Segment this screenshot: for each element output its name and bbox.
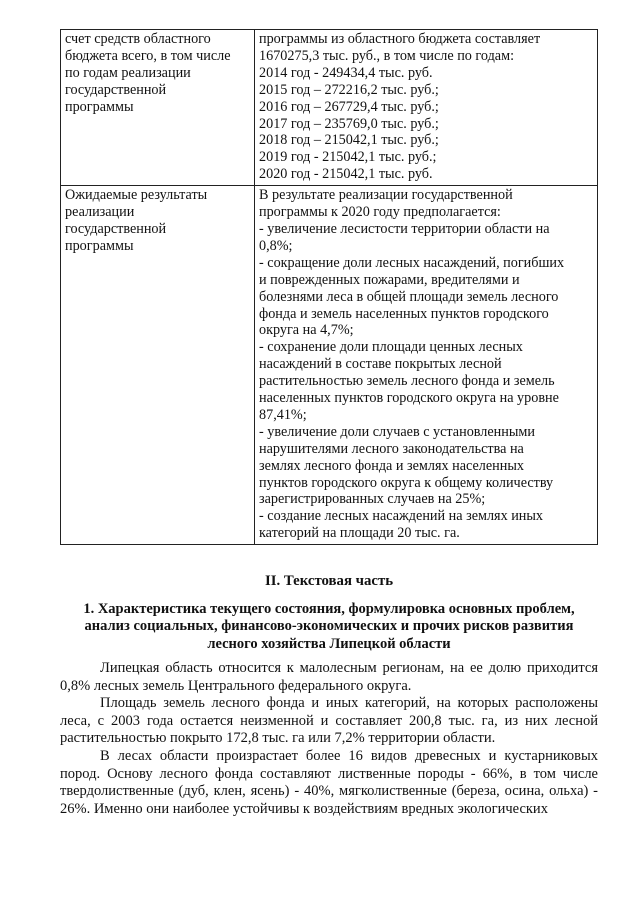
paragraph-line: пород. Основу лесного фонда составляют лиственные породы - 66%, в том числе: [60, 765, 598, 782]
value-line: 2015 год – 272216,2 тыс. руб.;: [259, 81, 439, 98]
label-line: государственной: [65, 81, 167, 98]
subsection-title-line: 1. Характеристика текущего состояния, формулировка основных проблем,: [83, 601, 575, 617]
results-value-cell: [255, 186, 598, 545]
value-line: зарегистрированных случаев на 25%;: [259, 491, 486, 508]
results-label-cell: [61, 186, 255, 545]
value-line: нарушителями лесного законодательства на: [259, 440, 524, 457]
value-line: 2019 год - 215042,1 тыс. руб.;: [259, 149, 437, 166]
label-line: бюджета всего, в том числе: [65, 47, 231, 64]
value-line: программы к 2020 году предполагается:: [259, 204, 501, 221]
label-line: государственной: [65, 220, 167, 237]
value-line: 0,8%;: [259, 237, 293, 254]
paragraph-line: 0,8% лесных земель Центрального федерального округа.: [60, 677, 412, 694]
label-line: программы: [65, 98, 134, 115]
label-line: реализации: [65, 204, 135, 221]
value-line: программы из областного бюджета составляет: [259, 31, 541, 47]
value-line: - увеличение лесистости территории области на: [259, 220, 550, 237]
value-line: 2020 год - 215042,1 тыс. руб.: [259, 166, 433, 183]
value-line: - создание лесных насаждений на землях иных: [259, 508, 544, 525]
value-line: пунктов городского округа к общему количеству: [259, 474, 554, 491]
subsection-title-line: лесного хозяйства Липецкой области: [207, 635, 451, 652]
value-line: 2018 год – 215042,1 тыс. руб.;: [259, 132, 439, 149]
value-line: землях лесного фонда и землях населенных: [259, 457, 524, 474]
paragraph-line: Липецкая область относится к малолесным регионам, на ее долю приходится: [100, 660, 598, 676]
value-line: 2017 год – 235769,0 тыс. руб.;: [259, 115, 439, 132]
value-line: и поврежденных пожарами, вредителями и: [259, 271, 520, 288]
value-line: фонда и земель населенных пунктов городского: [259, 305, 549, 322]
paragraph-line: 26%. Именно они наиболее устойчивы к воздействиям вредных экологических: [60, 800, 548, 817]
paragraph: [60, 695, 598, 748]
value-line: - сокращение доли лесных насаждений, погибших: [259, 254, 565, 271]
value-line: округа на 4,7%;: [259, 322, 354, 339]
value-line: болезнями леса в общей площади земель лесного: [259, 288, 559, 305]
table-row: [61, 30, 598, 186]
table-row: [61, 186, 598, 545]
funding-label-cell: [61, 30, 255, 186]
subsection-title-line: анализ социальных, финансово-экономических и прочих рисков развития: [84, 618, 574, 635]
value-line: растительностью земель лесного фонда и земель: [259, 373, 555, 390]
program-passport-table: [60, 29, 598, 545]
funding-value-cell: [255, 30, 598, 186]
paragraph-line: растительностью покрыто 172,8 тыс. га или 7,2% территории области.: [60, 730, 496, 747]
value-line: 1670275,3 тыс. руб., в том числе по годам:: [259, 47, 515, 64]
label-line: счет средств областного: [65, 31, 211, 47]
value-line: - сохранение доли площади ценных лесных: [259, 339, 523, 356]
label-line: по годам реализации: [65, 64, 191, 81]
subsection-title: [60, 601, 598, 653]
value-line: 87,41%;: [259, 406, 307, 423]
paragraph: [60, 660, 598, 695]
value-line: категорий на площади 20 тыс. га.: [259, 525, 460, 542]
value-line: 2016 год – 267729,4 тыс. руб.;: [259, 98, 439, 115]
paragraph-line: леса, с 2003 года остается неизменной и составляет 200,8 тыс. га, из них лесной: [60, 712, 598, 729]
value-line: насаждений в составе покрытых лесной: [259, 356, 502, 373]
paragraph: [60, 748, 598, 818]
paragraph-line: В лесах области произрастает более 16 видов древесных и кустарниковых: [100, 747, 598, 764]
value-line: 2014 год - 249434,4 тыс. руб.: [259, 64, 433, 81]
value-line: В результате реализации государственной: [259, 187, 513, 204]
body-text: [60, 660, 598, 818]
value-line: населенных пунктов городского округа на уровне: [259, 390, 559, 407]
label-line: Ожидаемые результаты: [65, 187, 208, 204]
paragraph-line: твердолиственные (дуб, клен, ясень) - 40%, мягколиственные (береза, осина, ольха) -: [60, 783, 598, 800]
paragraph-line: Площадь земель лесного фонда и иных категорий, на которых расположены: [100, 695, 598, 712]
section-title: II. Текстовая часть: [264, 573, 394, 589]
label-line: программы: [65, 237, 134, 254]
value-line: - увеличение доли случаев с установленными: [259, 423, 535, 440]
